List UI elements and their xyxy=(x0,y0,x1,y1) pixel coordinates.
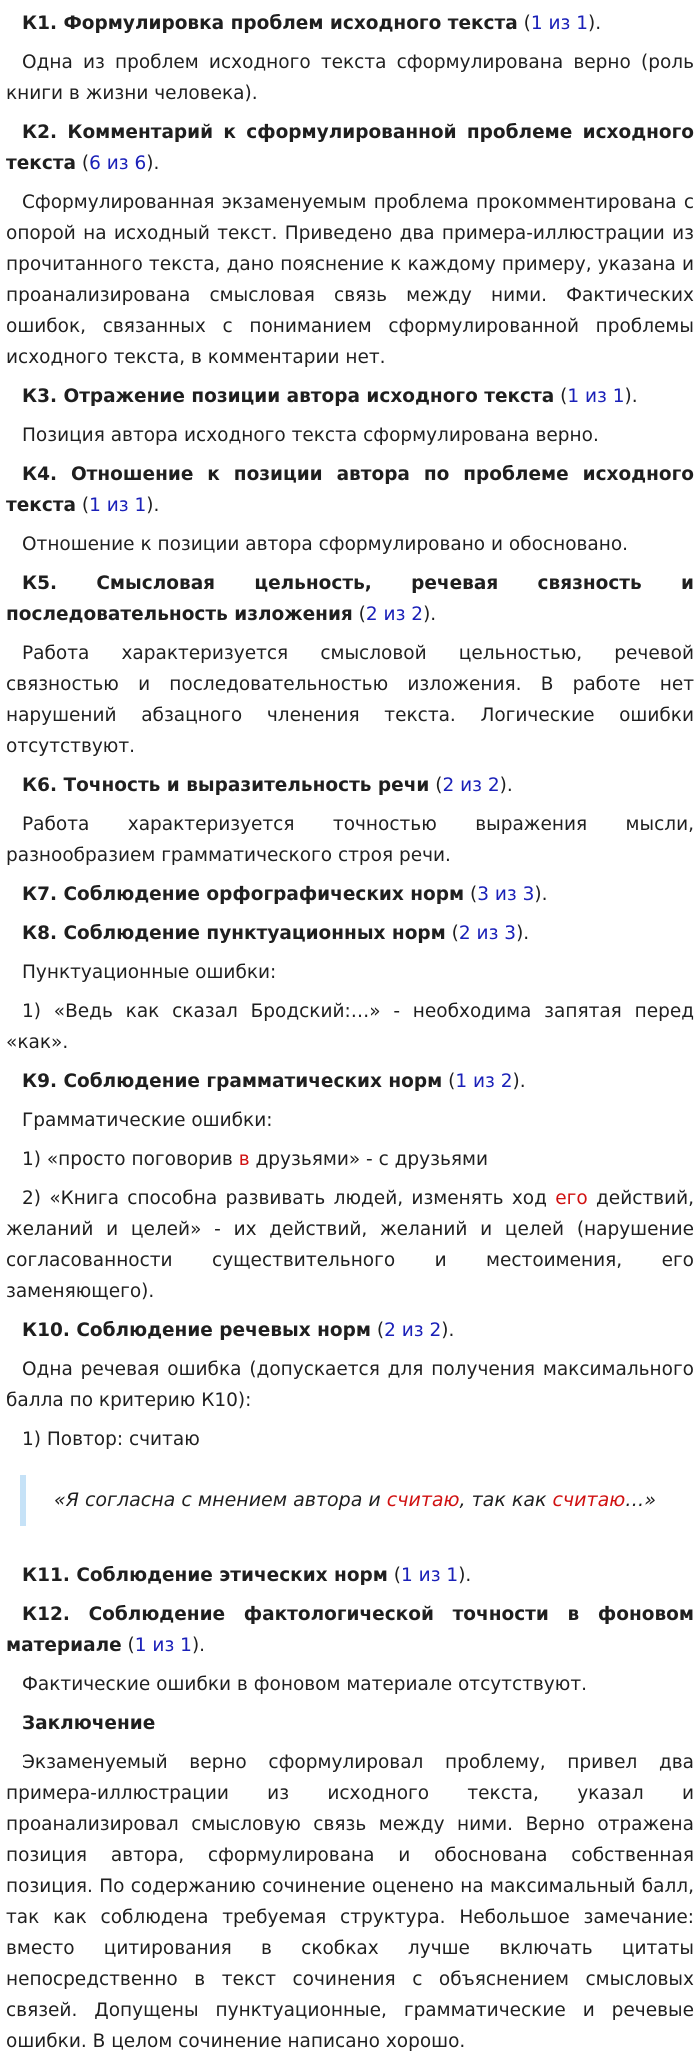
grammar-errors-label: Грамматические ошибки: xyxy=(22,1110,273,1131)
criterion-k1-text: Одна из проблем исходного текста сформулирована верно (роль книги в жизни человека). xyxy=(6,52,694,104)
criterion-k10-text: Одна речевая ошибка (допускается для получения максимального балла по критерию К10): xyxy=(6,1359,694,1411)
quote-text: , так как xyxy=(459,1489,553,1511)
criterion-k3-text: Позиция автора исходного текста сформулирована верно. xyxy=(22,425,599,446)
criterion-score: 1 из 1 xyxy=(530,13,589,34)
criterion-title: К12. Соблюдение фактологической точности в фоновом материале xyxy=(6,1604,694,1656)
error-highlight: его xyxy=(555,1188,588,1209)
punctuation-error-item: 1) «Ведь как сказал Бродский:…» - необходима запятая перед «как». xyxy=(6,1001,694,1053)
conclusion-text: Экзаменуемый верно сформулировал проблему, привел два примера-иллюстрации из исходного текста, указал и проанализировал смысловую связь между ними. Верно отражена позиция автора, сформулирована и обоснована собственная позиция. По содержанию сочинение оценено на максимальный балл, так как соблюдена требуемая структура. Небольшое замечание: вместо цитирования в скобках лучше включать цитаты непосредственно в текст сочинения с объяснением смысловых связей. Допущены пунктуационные, грамматические и речевые ошибки. В целом сочинение написано хорошо. xyxy=(6,1752,694,2052)
criterion-title: К6. Точность и выразительность речи xyxy=(22,775,430,796)
criterion-title: К9. Соблюдение грамматических норм xyxy=(22,1071,443,1092)
quote-text: …» xyxy=(625,1489,656,1511)
criterion-k7-heading: К7. Соблюдение орфографических норм (3 из 3). xyxy=(22,884,548,905)
criterion-score: 1 из 1 xyxy=(134,1635,192,1656)
criterion-score: 2 из 2 xyxy=(384,1320,442,1341)
criterion-k5-heading: К5. Смысловая цельность, речевая связность и последовательность изложения (2 из 2). xyxy=(6,573,694,625)
error-highlight: в xyxy=(238,1149,250,1170)
criterion-title: К11. Соблюдение этических норм xyxy=(22,1565,388,1586)
criterion-k11-heading: К11. Соблюдение этических норм (1 из 1). xyxy=(22,1565,472,1586)
criterion-k6-heading: К6. Точность и выразительность речи (2 из 2). xyxy=(22,775,513,796)
error-text: 1) «просто поговорив xyxy=(22,1149,239,1170)
criterion-k2-text: Сформулированная экзаменуемым проблема прокомментирована с опорой на исходный текст. Приведено два примера-иллюстрации из прочитанного текста, дано пояснение к каждому примеру, указана и проанализирована смысловая связь между ними. Фактических ошибок, связанных с пониманием сформулированной проблемы исходного текста, в комментарии нет. xyxy=(6,192,694,368)
criterion-k12-text: Фактические ошибки в фоновом материале отсутствуют. xyxy=(22,1674,587,1695)
criterion-k10-heading: К10. Соблюдение речевых норм (2 из 2). xyxy=(22,1320,455,1341)
conclusion-title: Заключение xyxy=(22,1713,156,1734)
criterion-score: 2 из 3 xyxy=(458,923,517,944)
criterion-score: 6 из 6 xyxy=(89,153,147,174)
criterion-k6-text: Работа характеризуется точностью выражения мысли, разнообразием грамматического строя речи. xyxy=(6,814,694,866)
criterion-k9-heading: К9. Соблюдение грамматических норм (1 из 2). xyxy=(22,1071,526,1092)
criterion-title: К7. Соблюдение орфографических норм xyxy=(22,884,465,905)
criterion-k1-heading: К1. Формулировка проблем исходного текста (1 из 1). xyxy=(22,13,602,34)
criterion-k2-heading: К2. Комментарий к сформулированной проблеме исходного текста (6 из 6). xyxy=(6,122,694,174)
criterion-k4-text: Отношение к позиции автора сформулировано и обосновано. xyxy=(22,534,629,555)
criterion-title: К5. Смысловая цельность, речевая связность и последовательность изложения xyxy=(6,573,694,625)
criterion-score: 2 из 2 xyxy=(365,604,424,625)
criterion-score: 3 из 3 xyxy=(477,884,535,905)
criterion-title: К3. Отражение позиции автора исходного текста xyxy=(22,386,555,407)
criterion-k5-text: Работа характеризуется смысловой цельностью, речевой связностью и последовательностью изложения. В работе нет нарушений абзацного членения текста. Логические ошибки отсутствуют. xyxy=(6,643,694,757)
criterion-score: 1 из 1 xyxy=(567,386,625,407)
criterion-k8-heading: К8. Соблюдение пунктуационных норм (2 из 3). xyxy=(22,923,530,944)
grammar-error-item xyxy=(6,1144,694,1175)
speech-error-item: 1) Повтор: считаю xyxy=(22,1429,200,1450)
criterion-title: К8. Соблюдение пунктуационных норм xyxy=(22,923,446,944)
quote-text: «Я согласна с мнением автора и xyxy=(54,1489,387,1511)
criterion-score: 1 из 1 xyxy=(401,1565,459,1586)
error-text: действий, желаний и целей» - их действий, желаний и целей (нарушение согласованности существительного и местоимения, его заменяющего). xyxy=(6,1188,694,1302)
criterion-score: 2 из 2 xyxy=(442,775,500,796)
criterion-title: К1. Формулировка проблем исходного текста xyxy=(22,13,518,34)
criterion-score: 1 из 1 xyxy=(89,495,147,516)
criterion-score: 1 из 2 xyxy=(455,1071,513,1092)
punctuation-errors-label: Пунктуационные ошибки: xyxy=(22,962,277,983)
criterion-title: К2. Комментарий к сформулированной проблеме исходного текста xyxy=(6,122,694,174)
criterion-title: К10. Соблюдение речевых норм xyxy=(22,1320,371,1341)
error-highlight: считаю xyxy=(552,1489,626,1511)
error-text: 2) «Книга способна развивать людей, изменять ход xyxy=(22,1188,556,1209)
criterion-k4-heading: К4. Отношение к позиции автора по проблеме исходного текста (1 из 1). xyxy=(6,464,694,516)
criterion-k12-heading: К12. Соблюдение фактологической точности в фоновом материале (1 из 1). xyxy=(6,1604,694,1656)
quote-block xyxy=(20,1475,694,1526)
criterion-title: К4. Отношение к позиции автора по проблеме исходного текста xyxy=(6,464,694,516)
grammar-error-item xyxy=(6,1183,694,1307)
error-text: друзьями» - с друзьями xyxy=(249,1149,488,1170)
criterion-k3-heading: К3. Отражение позиции автора исходного текста (1 из 1). xyxy=(22,386,638,407)
error-highlight: считаю xyxy=(386,1489,460,1511)
